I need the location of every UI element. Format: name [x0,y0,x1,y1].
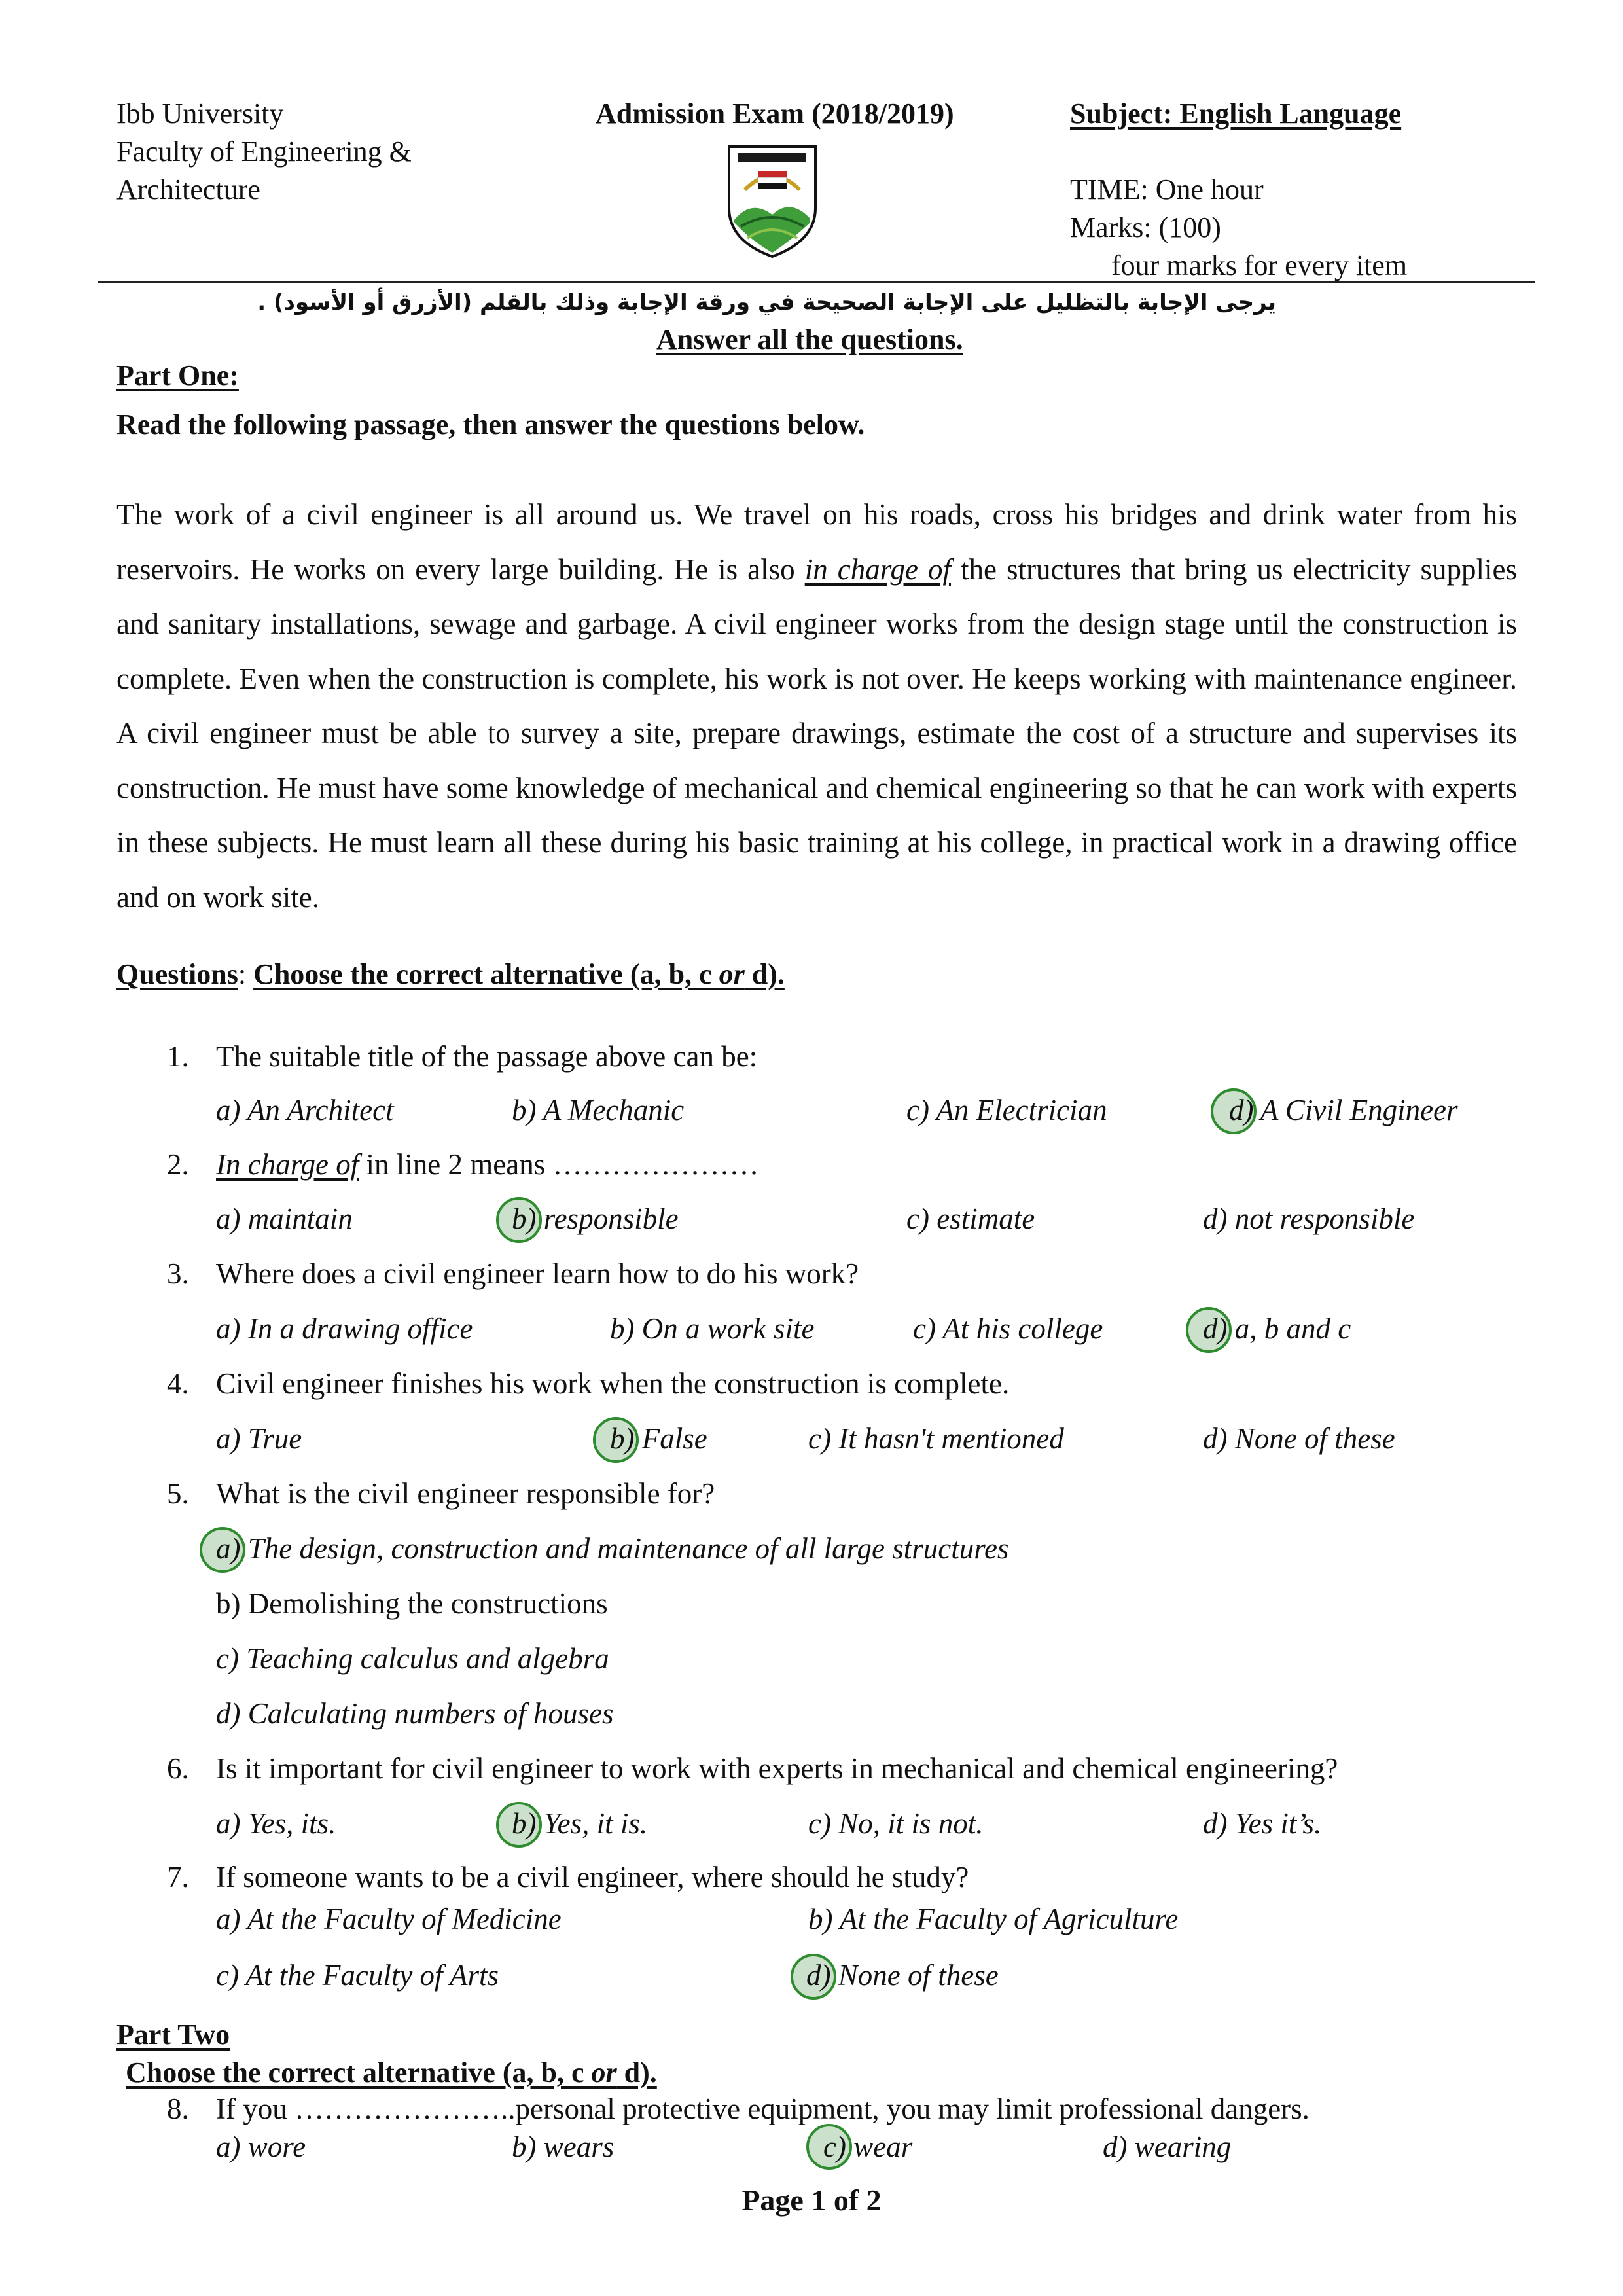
part-one-title: Part One: [116,359,239,391]
question-number: 2. [167,1148,189,1181]
option-a[interactable]: a) In a drawing office [216,1312,473,1345]
question-text: What is the civil engineer responsible for? [216,1477,715,1510]
university-name: Ibb University [116,98,284,130]
option-d[interactable]: d) not responsible [1203,1202,1415,1235]
option-c[interactable]: c) Teaching calculus and algebra [216,1642,609,1675]
question-text: In charge of in line 2 means ………………… [216,1148,759,1181]
option-d[interactable]: d) Yes it’s. [1203,1807,1322,1840]
part-one-instruction: Read the following passage, then answer the questions below. [116,408,865,440]
part-two-instruction: Choose the correct alternative (a, b, c or d). [126,2056,657,2089]
option-a[interactable]: a) maintain [216,1202,353,1235]
option-b[interactable]: b) On a work site [610,1312,815,1345]
option-b[interactable]: b) False [610,1422,707,1455]
question-text: If someone wants to be a civil engineer, where should he study? [216,1861,969,1893]
marks-note: four marks for every item [1111,249,1408,281]
option-a[interactable]: a) An Architect [216,1094,394,1126]
option-b[interactable]: b) wears [512,2130,615,2163]
exam-time: TIME: One hour [1070,173,1264,206]
question-text: The suitable title of the passage above can be: [216,1040,758,1073]
option-d[interactable]: d) a, b and c [1203,1312,1351,1345]
option-b[interactable]: b) responsible [512,1202,679,1235]
option-c[interactable]: c) At the Faculty of Arts [216,1959,499,1992]
questions-heading: Questions: Choose the correct alternative (a, b, c or d). [116,958,785,990]
exam-title: Admission Exam (2018/2019) [596,98,954,130]
option-a[interactable]: a) The design, construction and maintenance of all large structures [216,1532,1009,1565]
option-a[interactable]: a) wore [216,2130,306,2163]
option-d[interactable]: d) None of these [1203,1422,1395,1455]
part-two-title: Part Two [116,2018,230,2051]
question-text: Is it important for civil engineer to work with experts in mechanical and chemical engineering? [216,1752,1338,1785]
question-number: 7. [167,1861,189,1893]
option-d[interactable]: d) Calculating numbers of houses [216,1697,614,1730]
header-divider [98,281,1535,283]
faculty-line1: Faculty of Engineering & [116,135,412,168]
reading-passage: The work of a civil engineer is all around us. We travel on his roads, cross his bridges and drink water from his reservoirs. He works on every large building. He is also in charge of the structures that bring us electricity supplies and sanitary installations, sewage and garbage. A civil engineer works from the design stage until the construction is complete. Even when the construction is complete, his work is not over. He keeps working with maintenance engineer. A civil engineer must be able to survey a site, prepare drawings, estimate the cost of a structure and supervises its construction. He must have some knowledge of mechanical and chemical engineering so that he can work with experts in these subjects. He must learn all these during his basic training at his college, in practical work in a drawing office and on work site. [116,498,1517,914]
option-d[interactable]: d) A Civil Engineer [1229,1094,1458,1126]
passage-highlight: in charge of [804,552,952,586]
option-a[interactable]: a) True [216,1422,302,1455]
option-c[interactable]: c) An Electrician [906,1094,1107,1126]
option-c[interactable]: c) At his college [913,1312,1103,1345]
answer-all-instruction: Answer all the questions. [656,323,963,355]
option-c[interactable]: c) wear [823,2130,913,2163]
arabic-instruction: يرجى الإجابة بالتظليل على الإجابة الصحيحة في ورقة الإجابة وذلك بالقلم (الأزرق أو الأسود) . [257,289,1276,315]
option-c[interactable]: c) It hasn't mentioned [808,1422,1064,1455]
question-number: 3. [167,1257,189,1290]
option-b[interactable]: b) A Mechanic [512,1094,685,1126]
option-b[interactable]: b) Demolishing the constructions [216,1587,608,1620]
exam-marks: Marks: (100) [1070,211,1221,243]
question-number: 5. [167,1477,189,1510]
question-text: Civil engineer finishes his work when the construction is complete. [216,1367,1010,1400]
option-b[interactable]: b) Yes, it is. [512,1807,648,1840]
question-number: 4. [167,1367,189,1400]
question-number: 1. [167,1040,189,1073]
question-text: Where does a civil engineer learn how to do his work? [216,1257,859,1290]
faculty-line2: Architecture [116,173,260,206]
option-a[interactable]: a) At the Faculty of Medicine [216,1903,562,1935]
option-d[interactable]: d) wearing [1103,2130,1232,2163]
option-c[interactable]: c) estimate [906,1202,1035,1235]
option-b[interactable]: b) At the Faculty of Agriculture [808,1903,1179,1935]
question-text: If you …………………..personal protective equipment, you may limit professional dangers. [216,2092,1310,2125]
university-crest-icon [725,143,819,259]
option-c[interactable]: c) No, it is not. [808,1807,984,1840]
question-number: 6. [167,1752,189,1785]
page-number: Page 1 of 2 [741,2183,882,2217]
option-d[interactable]: d) None of these [806,1959,999,1992]
option-a[interactable]: a) Yes, its. [216,1807,336,1840]
question-number: 8. [167,2092,189,2125]
subject: Subject: English Language [1070,98,1402,130]
